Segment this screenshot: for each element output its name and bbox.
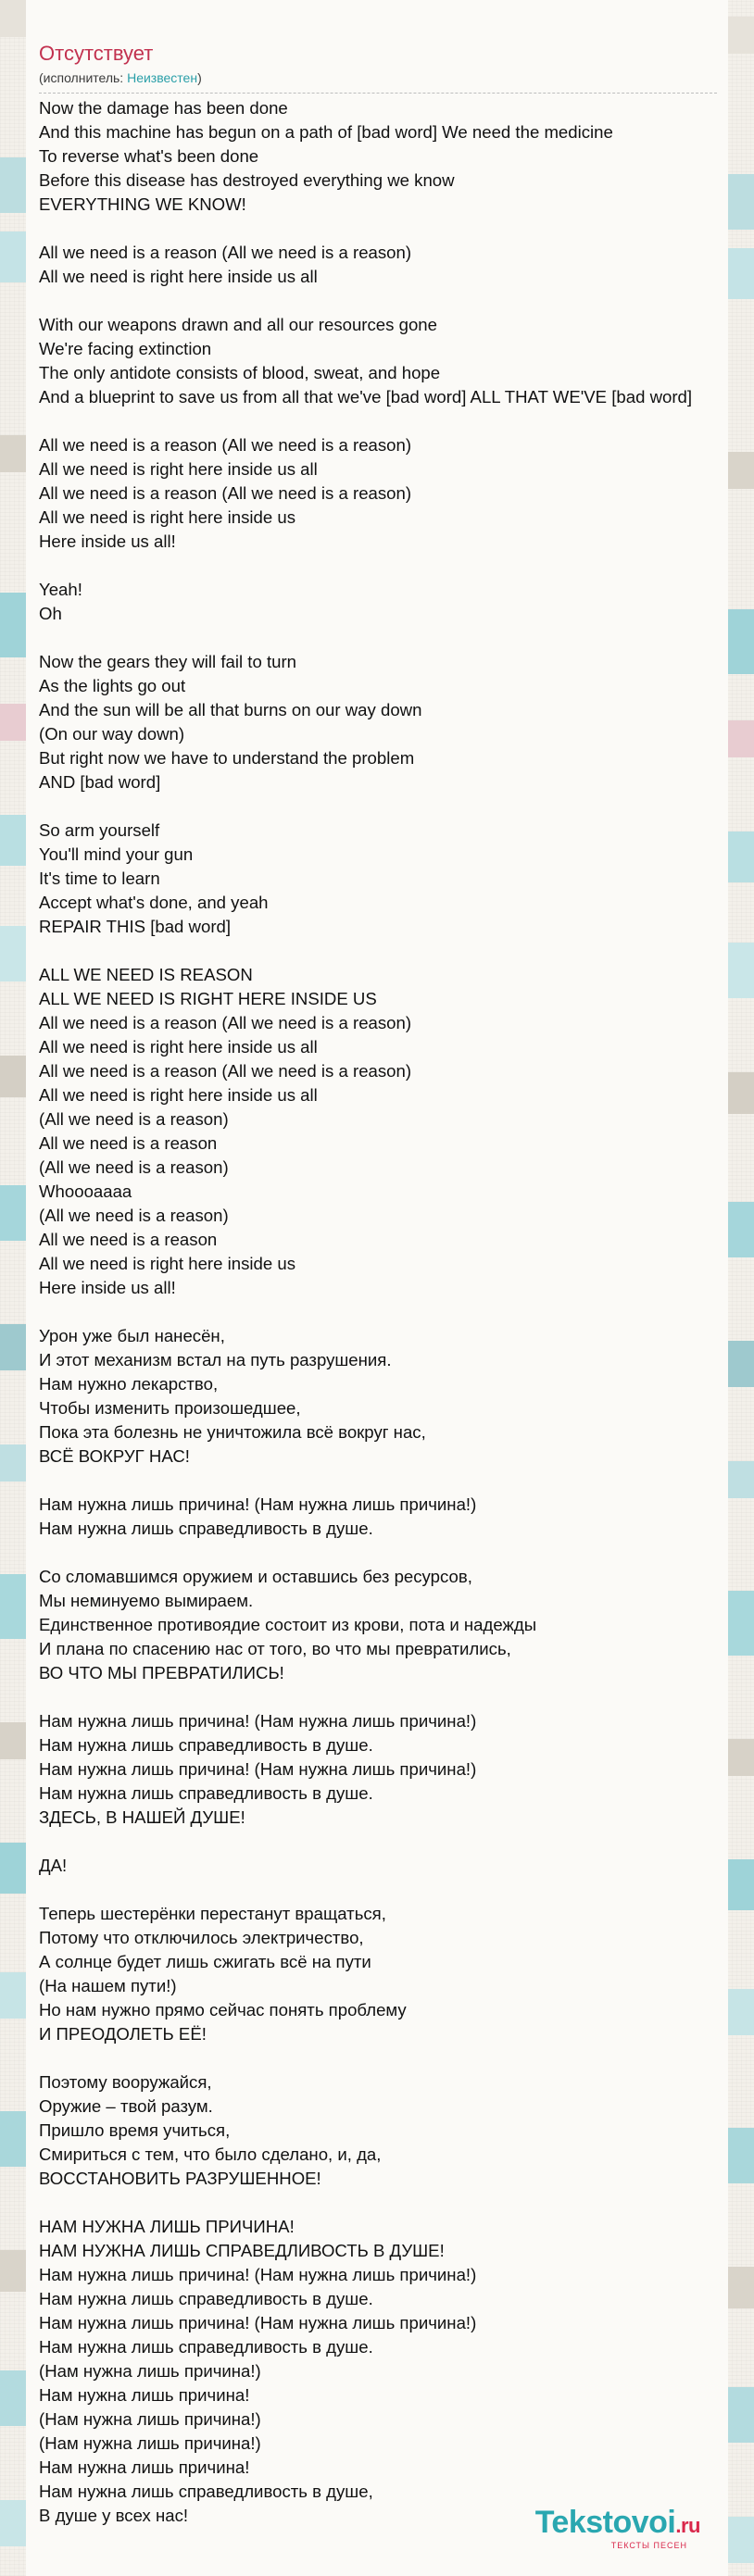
- lyric-line: Нам нужна лишь справедливость в душе,: [39, 2482, 373, 2501]
- lyric-line: With our weapons drawn and all our resources gone: [39, 315, 437, 334]
- lyric-line: All we need is a reason: [39, 1230, 218, 1249]
- decorative-stripe: [728, 1591, 754, 1656]
- lyric-line: And this machine has begun on a path of [bad word] We need the medicine: [39, 122, 613, 142]
- decorative-stripe: [0, 1324, 26, 1370]
- right-decorative-stripes: [728, 0, 754, 2576]
- lyric-line: All we need is right here inside us: [39, 507, 295, 527]
- lyric-line: ALL WE NEED IS REASON: [39, 965, 253, 984]
- lyric-blank-line: [39, 1830, 728, 1854]
- lyric-line: All we need is a reason (All we need is a reason): [39, 1061, 412, 1081]
- decorative-stripe: [728, 1072, 754, 1114]
- lyric-line: All we need is a reason (All we need is a reason): [39, 483, 412, 503]
- decorative-stripe: [0, 2370, 26, 2426]
- lyric-line: And a blueprint to save us from all that we've [bad word] ALL THAT WE'VE [bad word]: [39, 387, 693, 406]
- lyric-line: Whoooaaaa: [39, 1182, 132, 1201]
- lyric-line: (Нам нужна лишь причина!): [39, 2409, 261, 2429]
- decorative-stripe: [0, 1722, 26, 1759]
- decorative-stripe: [728, 1202, 754, 1257]
- lyric-line: Пришло время учиться,: [39, 2120, 231, 2140]
- lyric-line: (Нам нужна лишь причина!): [39, 2433, 261, 2453]
- lyric-line: REPAIR THIS [bad word]: [39, 917, 232, 936]
- lyric-line: Оружие – твой разум.: [39, 2096, 213, 2116]
- lyric-line: ALL WE NEED IS RIGHT HERE INSIDE US: [39, 989, 377, 1008]
- decorative-stripe: [0, 704, 26, 741]
- lyric-line: Нам нужна лишь причина!: [39, 2457, 250, 2477]
- decorative-stripe: [0, 2111, 26, 2167]
- lyric-line: Чтобы изменить произошедшее,: [39, 1398, 301, 1418]
- lyric-line: (Нам нужна лишь причина!): [39, 2361, 261, 2381]
- decorative-stripe: [0, 1843, 26, 1894]
- lyric-blank-line: [39, 2191, 728, 2215]
- lyric-line: Нам нужна лишь причина!: [39, 2385, 250, 2405]
- lyric-line: Нам нужна лишь справедливость в душе.: [39, 2289, 373, 2308]
- site-logo[interactable]: [535, 2506, 700, 2550]
- lyric-line: We're facing extinction: [39, 339, 212, 358]
- lyric-line: Теперь шестерёнки перестанут вращаться,: [39, 1904, 386, 1923]
- lyric-line: ЗДЕСЬ, В НАШЕЙ ДУШЕ!: [39, 1807, 245, 1827]
- artist-line: [39, 69, 717, 94]
- decorative-stripe: [728, 720, 754, 757]
- decorative-stripe: [0, 1972, 26, 2019]
- decorative-stripe: [728, 17, 754, 54]
- lyric-line: All we need is right here inside us all: [39, 1085, 318, 1105]
- decorative-stripe: [0, 231, 26, 282]
- lyric-line: Со сломавшимся оружием и оставшись без ресурсов,: [39, 1567, 472, 1586]
- decorative-stripe: [728, 174, 754, 230]
- decorative-stripe: [0, 1444, 26, 1482]
- lyric-line: But right now we have to understand the problem: [39, 748, 415, 768]
- lyric-line: Нам нужна лишь причина! (Нам нужна лишь причина!): [39, 2313, 477, 2332]
- lyric-line: All we need is right here inside us all: [39, 1037, 318, 1057]
- lyric-line: All we need is a reason (All we need is a reason): [39, 1013, 412, 1032]
- lyric-blank-line: [39, 794, 728, 819]
- lyric-line: Пока эта болезнь не уничтожила всё вокруг нас,: [39, 1422, 426, 1442]
- lyric-blank-line: [39, 1685, 728, 1709]
- decorative-stripe: [0, 1574, 26, 1639]
- lyric-line: НАМ НУЖНА ЛИШЬ ПРИЧИНА!: [39, 2217, 295, 2236]
- lyric-line: Единственное противоядие состоит из крови, пота и надежды: [39, 1615, 537, 1634]
- lyric-line: Here inside us all!: [39, 1278, 176, 1297]
- lyric-line: Нам нужна лишь причина! (Нам нужна лишь причина!): [39, 1759, 477, 1779]
- decorative-stripe: [728, 943, 754, 998]
- decorative-stripe: [728, 1341, 754, 1387]
- lyric-blank-line: [39, 939, 728, 963]
- lyric-line: All we need is a reason (All we need is a reason): [39, 435, 412, 455]
- decorative-stripe: [0, 0, 26, 37]
- lyric-line: ВО ЧТО МЫ ПРЕВРАТИЛИСЬ!: [39, 1663, 284, 1682]
- lyric-line: Поэтому вооружайся,: [39, 2072, 212, 2092]
- left-decorative-stripes: [0, 0, 26, 2576]
- lyric-line: Нам нужна лишь справедливость в душе.: [39, 2337, 373, 2357]
- lyric-blank-line: [39, 1469, 728, 1493]
- lyric-blank-line: [39, 554, 728, 578]
- lyric-blank-line: [39, 217, 728, 241]
- lyric-blank-line: [39, 1300, 728, 1324]
- decorative-stripe: [728, 452, 754, 489]
- lyric-line: Нам нужна лишь причина! (Нам нужна лишь причина!): [39, 2265, 477, 2284]
- decorative-stripe: [728, 1461, 754, 1498]
- decorative-stripe: [0, 157, 26, 213]
- lyric-line: Урон уже был нанесён,: [39, 1326, 225, 1345]
- lyric-blank-line: [39, 1541, 728, 1565]
- decorative-stripe: [0, 2250, 26, 2292]
- lyric-blank-line: [39, 409, 728, 433]
- lyric-line: AND [bad word]: [39, 772, 161, 792]
- decorative-stripe: [728, 2517, 754, 2563]
- lyric-line: All we need is a reason: [39, 1133, 218, 1153]
- lyric-line: Нам нужна лишь справедливость в душе.: [39, 1783, 373, 1803]
- lyric-line: И ПРЕОДОЛЕТЬ ЕЁ!: [39, 2024, 207, 2044]
- lyric-line: И плана по спасению нас от того, во что мы превратились,: [39, 1639, 511, 1658]
- lyric-line: (All we need is a reason): [39, 1206, 229, 1225]
- lyric-line: (На нашем пути!): [39, 1976, 177, 1995]
- artist-prefix: (исполнитель:: [39, 70, 128, 85]
- lyric-line: И этот механизм встал на путь разрушения.: [39, 1350, 392, 1369]
- lyric-line: Accept what's done, and yeah: [39, 893, 269, 912]
- content-panel: [26, 0, 728, 2576]
- lyric-blank-line: [39, 1878, 728, 1902]
- lyric-blank-line: [39, 2046, 728, 2070]
- decorative-stripe: [0, 926, 26, 982]
- artist-link[interactable]: Неизвестен: [127, 70, 198, 85]
- decorative-stripe: [728, 609, 754, 674]
- decorative-stripe: [728, 1859, 754, 1910]
- lyric-line: Now the gears they will fail to turn: [39, 652, 296, 671]
- logo-tagline: ТЕКСТЫ ПЕСЕН: [610, 2541, 687, 2550]
- lyrics-body: [39, 96, 728, 2528]
- lyric-line: (On our way down): [39, 724, 185, 744]
- lyric-line: Нам нужна лишь справедливость в душе.: [39, 1519, 373, 1538]
- decorative-stripe: [728, 2267, 754, 2308]
- decorative-stripe: [0, 1056, 26, 1097]
- lyric-line: All we need is right here inside us all: [39, 267, 318, 286]
- decorative-stripe: [0, 815, 26, 866]
- lyric-line: Oh: [39, 604, 62, 623]
- decorative-stripe: [0, 1185, 26, 1241]
- decorative-stripe: [728, 1739, 754, 1776]
- lyric-line: The only antidote consists of blood, sweat, and hope: [39, 363, 441, 382]
- artist-suffix: ): [197, 70, 202, 85]
- song-header: [39, 41, 717, 94]
- lyric-line: (All we need is a reason): [39, 1157, 229, 1177]
- decorative-stripe: [728, 832, 754, 882]
- logo-wordmark: [535, 2506, 700, 2543]
- lyric-line: Нам нужно лекарство,: [39, 1374, 219, 1394]
- lyric-line: Here inside us all!: [39, 531, 176, 551]
- lyric-line: Нам нужна лишь справедливость в душе.: [39, 1735, 373, 1755]
- lyric-line: And the sun will be all that burns on our way down: [39, 700, 422, 719]
- lyric-line: EVERYTHING WE KNOW!: [39, 194, 246, 214]
- lyric-line: You'll mind your gun: [39, 844, 194, 864]
- lyric-line: So arm yourself: [39, 820, 160, 840]
- lyric-line: As the lights go out: [39, 676, 186, 695]
- lyric-blank-line: [39, 626, 728, 650]
- lyric-line: All we need is right here inside us: [39, 1254, 295, 1273]
- lyric-line: Нам нужна лишь причина! (Нам нужна лишь причина!): [39, 1494, 477, 1514]
- lyric-line: ДА!: [39, 1856, 68, 1875]
- lyric-line: All we need is right here inside us all: [39, 459, 318, 479]
- lyric-line: Now the damage has been done: [39, 98, 288, 118]
- lyric-line: It's time to learn: [39, 869, 160, 888]
- lyric-line: ВСЁ ВОКРУГ НАС!: [39, 1446, 190, 1466]
- lyric-line: Yeah!: [39, 580, 82, 599]
- lyric-line: To reverse what's been done: [39, 146, 259, 166]
- lyric-line: Нам нужна лишь причина! (Нам нужна лишь причина!): [39, 1711, 477, 1731]
- lyric-line: Before this disease has destroyed everything we know: [39, 170, 455, 190]
- decorative-stripe: [728, 2387, 754, 2443]
- decorative-stripe: [0, 2500, 26, 2546]
- lyric-line: А солнце будет лишь сжигать всё на пути: [39, 1952, 371, 1971]
- lyric-line: Мы неминуемо вымираем.: [39, 1591, 254, 1610]
- decorative-stripe: [728, 2128, 754, 2183]
- lyric-line: Но нам нужно прямо сейчас понять проблему: [39, 2000, 407, 2020]
- lyric-line: ВОССТАНОВИТЬ РАЗРУШЕННОЕ!: [39, 2169, 321, 2188]
- lyric-blank-line: [39, 289, 728, 313]
- logo-domain: .ru: [675, 2514, 700, 2537]
- lyric-line: (All we need is a reason): [39, 1109, 229, 1129]
- logo-main-text: Tekstovoi: [534, 2505, 676, 2540]
- song-title: Отсутствует: [39, 42, 154, 65]
- decorative-stripe: [728, 1989, 754, 2035]
- decorative-stripe: [0, 435, 26, 472]
- lyric-line: Смириться с тем, что было сделано, и, да,: [39, 2145, 382, 2164]
- lyric-line: В душе у всех нас!: [39, 2506, 189, 2525]
- decorative-stripe: [728, 248, 754, 299]
- lyric-line: Потому что отключилось электричество,: [39, 1928, 364, 1947]
- lyric-line: НАМ НУЖНА ЛИШЬ СПРАВЕДЛИВОСТЬ В ДУШЕ!: [39, 2241, 445, 2260]
- decorative-stripe: [0, 593, 26, 657]
- lyric-line: All we need is a reason (All we need is a reason): [39, 243, 412, 262]
